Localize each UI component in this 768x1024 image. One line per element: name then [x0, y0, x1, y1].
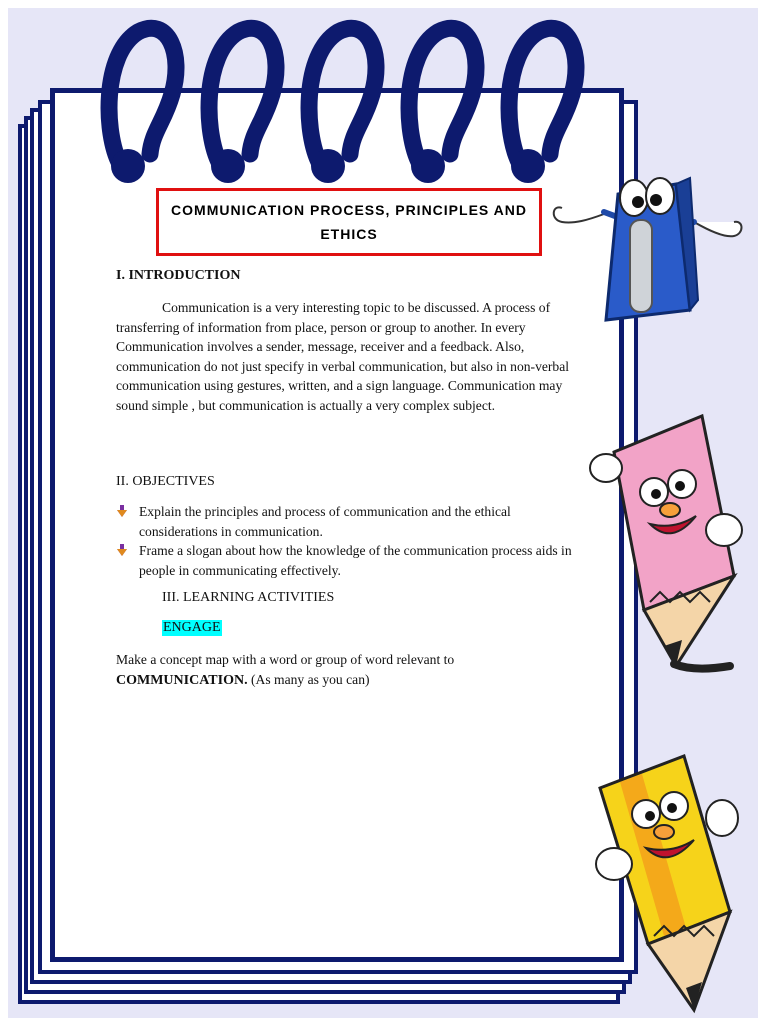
spiral-ring-icon — [198, 14, 286, 184]
list-item — [116, 541, 576, 580]
engage-label: ENGAGE — [163, 620, 221, 635]
spiral-ring-icon — [398, 14, 486, 184]
bullet-arrow-icon — [116, 504, 128, 518]
title-box — [156, 188, 542, 256]
instruction-text: Make a concept map with a word or group of word relevant to — [116, 652, 455, 667]
objectives-heading: II. OBJECTIVES — [116, 474, 215, 489]
bullet-arrow-icon — [116, 543, 128, 557]
introduction-paragraph: Communication is a very interesting topic to be discussed. A process of transferring of information from place, person or group to another. In every Communication involves a sender, message, receiver and a feedback. Also, communication do not just specify in verbal communication, but also in non-verbal communication using gestures, written, and a sign language. Communication may sound simple , but communication is actually a very complex subject. — [116, 300, 570, 413]
objectives-list — [116, 502, 576, 580]
yellow-pencil-character — [590, 748, 748, 1020]
spiral-ring-icon — [98, 14, 186, 184]
list-item — [116, 502, 576, 541]
learning-activities-heading: III. LEARNING ACTIVITIES — [162, 590, 335, 605]
page-title: COMMUNICATION PROCESS, PRINCIPLES AND ETHICS — [171, 202, 527, 242]
introduction-heading: I. INTRODUCTION — [116, 268, 241, 283]
objective-text: Frame a slogan about how the knowledge of the communication process aids in people in communicating effectively. — [139, 543, 572, 578]
concept-map-instruction — [116, 650, 556, 691]
note-text: (As many as you can) — [250, 672, 370, 687]
objective-text: Explain the principles and process of communication and the ethical considerations in communication. — [139, 504, 511, 539]
spiral-ring-icon — [298, 14, 386, 184]
pencil-sharpener-character — [548, 150, 748, 336]
keyword-text: COMMUNICATION. — [116, 673, 248, 688]
pink-pencil-character — [584, 396, 748, 680]
